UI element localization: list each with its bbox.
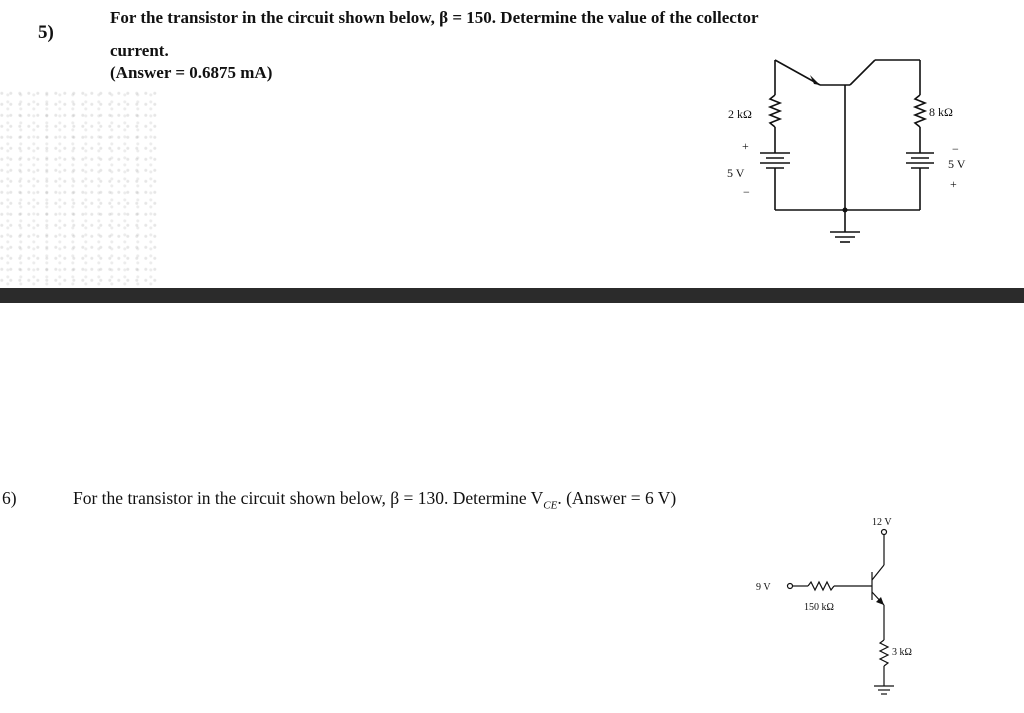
q6-question [73, 487, 676, 517]
q6-number: 6) [2, 488, 17, 508]
q5-v-right-label: 5 V [948, 157, 966, 171]
q5-plus-right: + [950, 177, 957, 191]
q5-question-line1: For the transistor in the circuit shown below, β = 150. Determine the value of the collector [110, 8, 759, 27]
q6-rb-label: 150 kΩ [804, 602, 834, 613]
scan-noise [0, 90, 160, 288]
q5-collector-lead [850, 60, 875, 85]
q5-v-left-label: 5 V [727, 166, 745, 180]
q5-minus-right: − [952, 142, 959, 156]
q5-junction [843, 208, 848, 213]
q5-r-left-label: 2 kΩ [728, 107, 752, 121]
q5-resistor-right [915, 95, 925, 127]
q6-vcc-terminal [882, 530, 887, 535]
q6-re-label: 3 kΩ [892, 647, 912, 658]
q5-question-line2: current. [110, 41, 169, 60]
q6-question-text: For the transistor in the circuit shown below, β = 130. Determine V [73, 488, 544, 508]
q6-resistor-base [808, 582, 834, 590]
q5-r-right-label: 8 kΩ [929, 105, 953, 119]
q5-circuit [700, 50, 1000, 260]
q5-plus-left: + [742, 139, 749, 153]
page-divider [0, 288, 1024, 303]
q5-answer: (Answer = 0.6875 mA) [110, 63, 273, 82]
q6-resistor-emitter [880, 640, 888, 666]
q6-vin-terminal [788, 584, 793, 589]
q6-circuit [740, 510, 960, 710]
q6-vcc-label: 12 V [872, 517, 892, 528]
q6-subscript: CE [543, 499, 558, 512]
q5-resistor-left [770, 95, 780, 127]
q6-vin-label: 9 V [756, 582, 771, 593]
q5-number: 5) [38, 22, 54, 43]
q6-collector-lead [872, 565, 884, 580]
q5-minus-left: − [743, 185, 750, 199]
q6-answer: . (Answer = 6 V) [557, 488, 677, 508]
